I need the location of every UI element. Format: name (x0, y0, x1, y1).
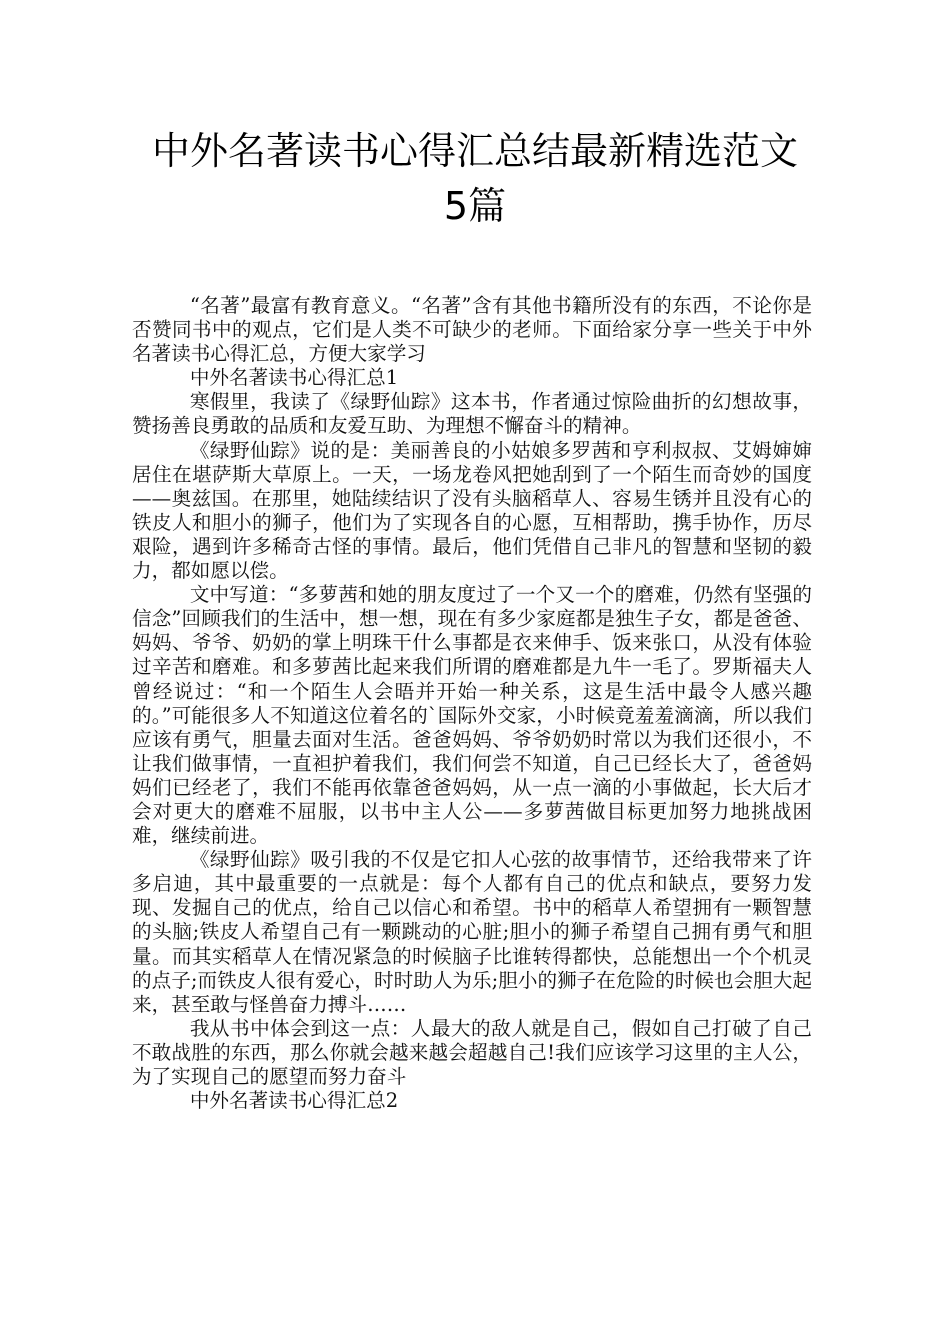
body-paragraph: 寒假里，我读了《绿野仙踪》这本书，作者通过惊险曲折的幻想故事，赞扬善良勇敢的品质和友爱互助、为理想不懈奋斗的精神。 (132, 390, 812, 438)
title-line-2: 5篇 (443, 184, 507, 228)
body-paragraph: 文中写道：“多萝茜和她的朋友度过了一个又一个的磨难，仍然有坚强的信念”回顾我们的生活中，想一想，现在有多少家庭都是独生子女，都是爸爸、妈妈、爷爷、奶奶的掌上明珠干什么事都是衣来伸手、饭来张口，从没有体验过辛苦和磨难。和多萝茜比起来我们所谓的磨难都是九牛一毛了。罗斯福夫人曾经说过：“和一个陌生人会晤并开始一种关系，这是生活中最令人感兴趣的。”可能很多人不知道这位着名的`国际外交家，小时候竟羞羞滴滴，所以我们应该有勇气，胆量去面对生活。爸爸妈妈、爷爷奶奶时常以为我们还很小，不让我们做事情，一直袒护着我们，我们何尝不知道，自己已经长大了，爸爸妈妈们已经老了，我们不能再依靠爸爸妈妈，从一点一滴的小事做起，长大后才会对更大的磨难不屈服，以书中主人公——多萝茜做目标更加努力地挑战困难，继续前进。 (132, 583, 812, 848)
document-title (120, 124, 830, 234)
section-heading-1: 中外名著读书心得汇总1 (189, 366, 399, 390)
title-line-1: 中外名著读书心得汇总结最新精选范文 (151, 129, 798, 173)
intro-paragraph: “名著”最富有教育意义。“名著”含有其他书籍所没有的东西，不论你是否赞同书中的观点，它们是人类不可缺少的老师。下面给家分享一些关于中外名著读书心得汇总，方便大家学习 (132, 294, 812, 366)
body-paragraph: 《绿野仙踪》说的是：美丽善良的小姑娘多罗茜和亨利叔叔、艾姆婶婶居住在堪萨斯大草原上。一天，一场龙卷风把她刮到了一个陌生而奇妙的国度——奥兹国。在那里，她陆续结识了没有头脑稻草人、容易生锈并且没有心的铁皮人和胆小的狮子，他们为了实现各自的心愿，互相帮助，携手协作，历尽艰险，遇到许多稀奇古怪的事情。最后，他们凭借自己非凡的智慧和坚韧的毅力，都如愿以偿。 (132, 438, 812, 583)
body-paragraph: 我从书中体会到这一点：人最大的敌人就是自己，假如自己打破了自己不敢战胜的东西，那么你就会越来越会超越自己!我们应该学习这里的主人公，为了实现自己的愿望而努力奋斗 (132, 1016, 812, 1088)
body-paragraph: 《绿野仙踪》吸引我的不仅是它扣人心弦的故事情节，还给我带来了许多启迪，其中最重要的一点就是：每个人都有自己的优点和缺点，要努力发现、发掘自己的优点，给自己以信心和希望。书中的稻草人希望拥有一颗智慧的头脑;铁皮人希望自己有一颗跳动的心脏;胆小的狮子希望自己拥有勇气和胆量。而其实稻草人在情况紧急的时候脑子比谁转得都快，总能想出一个个机灵的点子;而铁皮人很有爱心，时时助人为乐;胆小的狮子在危险的时候也会胆大起来，甚至敢与怪兽奋力搏斗…… (132, 848, 812, 1016)
section-heading-2: 中外名著读书心得汇总2 (189, 1089, 399, 1113)
document-body (132, 294, 812, 1113)
